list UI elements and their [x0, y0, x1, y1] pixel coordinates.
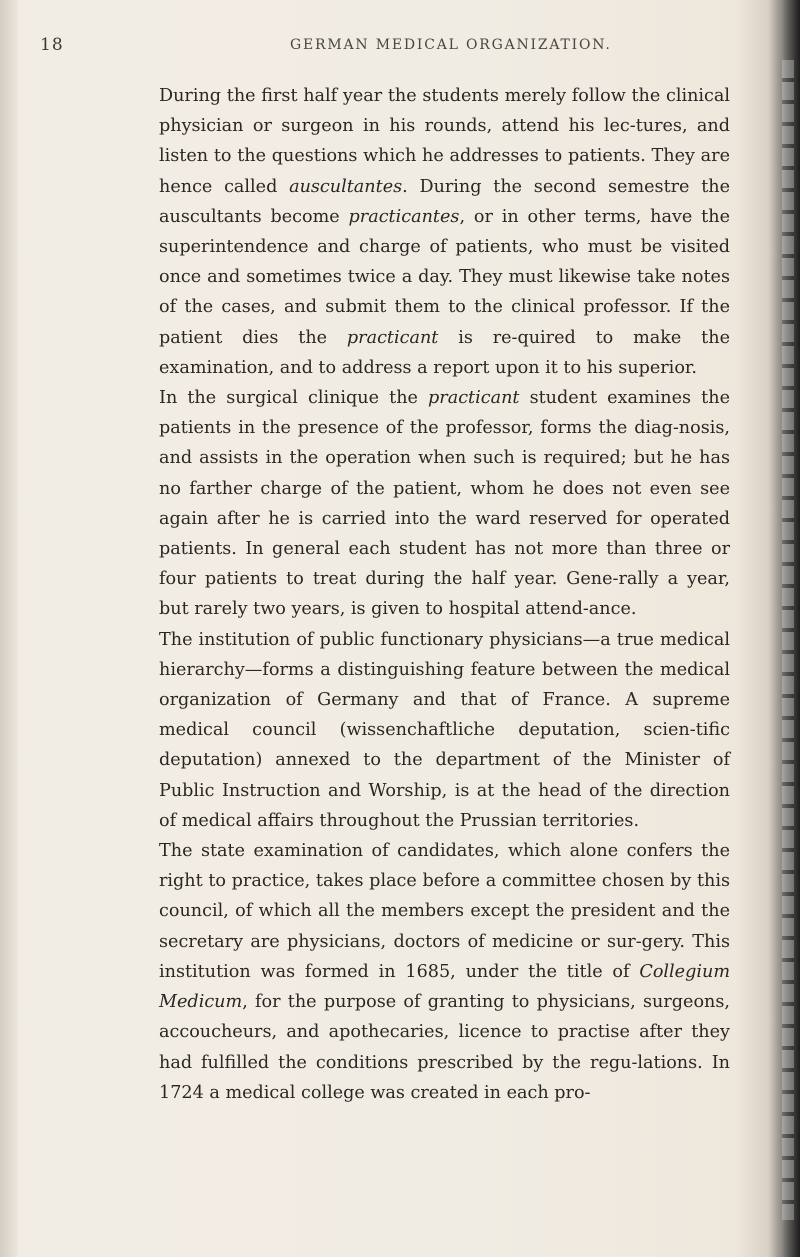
paragraph-text: The state examination of candidates, which alone confers the right to practice, takes place before a committee chosen by this council, of which all the members except the president and the secretary are physicians, doctors of medicine or sur-gery. This institution was formed in 1685, under the title of — [159, 841, 730, 982]
paragraph — [159, 625, 730, 836]
paragraph-text: is re-quired to make the examination, and to address a report upon it to his superior. — [159, 327, 730, 378]
paragraph — [159, 383, 730, 625]
page-header — [40, 35, 770, 59]
paragraph-text: . During the second semestre the auscultants become — [159, 176, 731, 227]
running-title: GERMAN MEDICAL ORGANIZATION. — [290, 37, 612, 53]
book-binding-texture — [782, 60, 794, 1220]
italic-term: practicant — [428, 388, 520, 409]
paragraph-text: In the surgical clinique the — [159, 388, 429, 409]
page-number: 18 — [40, 35, 64, 55]
page-body — [159, 81, 730, 1108]
page-left-edge-shadow — [0, 0, 18, 1257]
italic-term: practicant — [346, 327, 439, 348]
paragraph-text: student examines the patients in the presence of the professor, forms the diag-nosis, and assists in the operation when such is required; but he has no farther charge of the patient, whom he does not even see again after he is carried into the ward reserved for operated patients. In general each student has not more than three or four patients to treat during the half year. Gene-rally a year, but rarely two years, is given to hospital attend-ance. — [159, 388, 730, 620]
paragraph-text: The institution of public functionary physicians—a true medical hierarchy—forms a distinguishing feature between the medical organization of Germany and that of France. A supreme medical council (wissenchaftliche deputation, scien-tific deputation) annexed to the department of the Minister of Public Instruction and Worship, is at the head of the direction of medical affairs throughout the Prussian territories. — [159, 629, 730, 831]
paragraph-text: During the first half year the students merely follow the clinical physician or surgeon in his rounds, attend his lec-tures, and listen to the questions which he addresses to patients. They are hence called — [159, 86, 730, 197]
paragraph-text: , or in other terms, have the superintendence and charge of patients, who must be visited once and sometimes twice a day. They must likewise take notes of the cases, and submit them to the clinical professor. If the patient dies the — [159, 206, 730, 348]
paragraph-text: , for the purpose of granting to physicians, surgeons, accoucheurs, and apothecaries, licence to practise after they had fulfilled the conditions prescribed by the regu-lations. In 1724 a medical college was created in each pro- — [159, 992, 730, 1103]
italic-term: auscultantes — [289, 176, 403, 197]
italic-term: Collegium Medicum — [159, 961, 730, 1013]
paragraph — [159, 81, 730, 383]
paragraph — [159, 836, 730, 1108]
italic-term: practicantes — [348, 206, 460, 227]
